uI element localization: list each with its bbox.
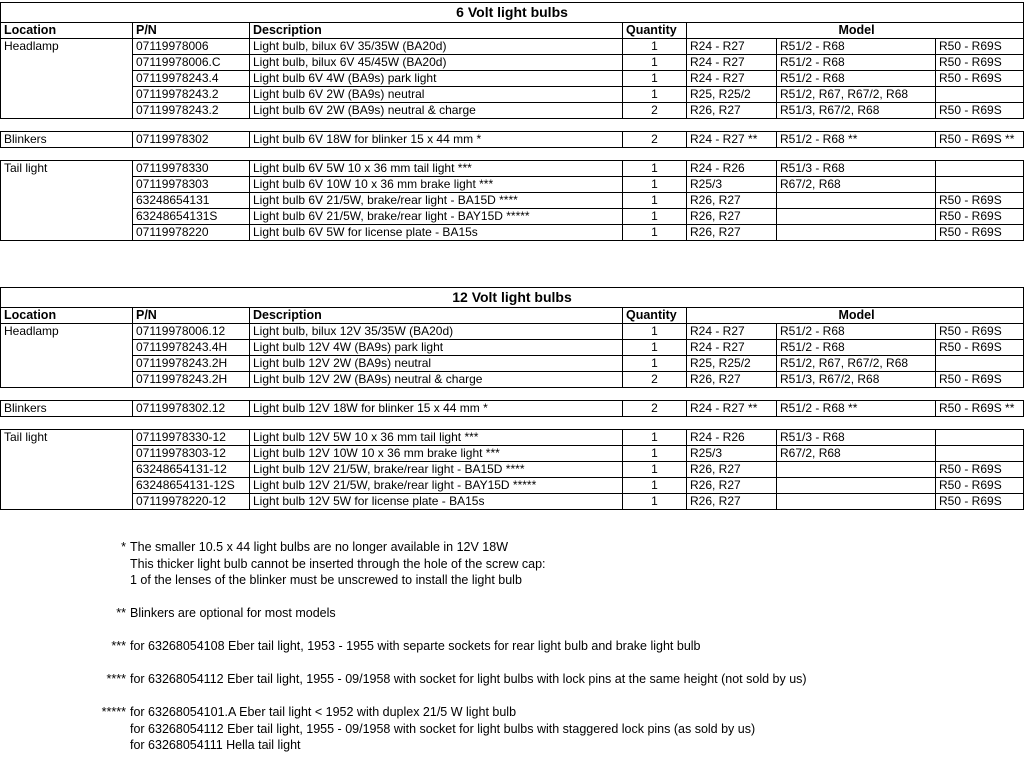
quantity-cell: 1 [623,225,687,241]
quantity-cell: 1 [623,193,687,209]
model-cell: R51/2 - R68 [777,39,936,55]
pn-header: P/N [133,308,250,324]
pn-cell: 07119978243.2H [133,372,250,388]
description-cell: Light bulb 12V 2W (BA9s) neutral [250,356,623,372]
quantity-cell: 1 [623,39,687,55]
model-cell: R51/3, R67/2, R68 [777,372,936,388]
quantity-cell: 1 [623,177,687,193]
group-spacer [1,119,1024,132]
location-cell [1,478,133,494]
spacer-cell [1,417,1024,430]
model-cell: R50 - R69S [936,209,1024,225]
pn-cell: 07119978243.2 [133,103,250,119]
model-cell: R24 - R27 ** [687,132,777,148]
location-cell [1,103,133,119]
pn-cell: 63248654131-12 [133,462,250,478]
pn-cell: 07119978302 [133,132,250,148]
footnote-line: for 63268054112 Eber tail light, 1955 - 09/1958 with socket for light bulbs with staggered lock pins (as sold by us) [130,721,756,736]
footnote-line: for 63268054101.A Eber tail light < 1952 with duplex 21/5 W light bulb [130,705,517,719]
model-cell [936,356,1024,372]
model-cell: R24 - R27 [687,55,777,71]
model-cell: R51/2 - R68 [777,55,936,71]
footnote-line: for 63268054111 Hella tail light [130,738,301,752]
location-cell [1,225,133,241]
six-volt-table [0,2,1024,241]
model-cell [936,161,1024,177]
footnote-text [130,605,336,622]
pn-cell: 07119978302.12 [133,401,250,417]
description-cell: Light bulb 12V 18W for blinker 15 x 44 mm * [250,401,623,417]
table-title-row [1,288,1024,308]
description-cell: Light bulb 6V 18W for blinker 15 x 44 mm * [250,132,623,148]
description-cell: Light bulb 12V 21/5W, brake/rear light - BAY15D ***** [250,478,623,494]
model-cell: R26, R27 [687,209,777,225]
model-cell: R51/2 - R68 ** [777,132,936,148]
table-title: 6 Volt light bulbs [1,3,1024,23]
location-cell: Headlamp [1,324,133,340]
model-cell: R51/2, R67, R67/2, R68 [777,87,936,103]
location-cell [1,87,133,103]
model-cell [777,478,936,494]
model-cell [777,209,936,225]
quantity-cell: 1 [623,478,687,494]
pn-cell: 07119978006 [133,39,250,55]
model-cell: R24 - R27 [687,71,777,87]
model-cell: R26, R27 [687,462,777,478]
model-header: Model [687,23,1024,39]
model-cell: R25, R25/2 [687,356,777,372]
footnote [0,638,1023,655]
location-cell [1,494,133,510]
footnote-text [130,638,701,655]
quantity-cell: 1 [623,161,687,177]
model-cell: R51/3 - R68 [777,161,936,177]
quantity-cell: 1 [623,430,687,446]
model-cell: R51/2 - R68 [777,71,936,87]
model-cell [936,430,1024,446]
group-spacer [1,417,1024,430]
location-header: Location [1,23,133,39]
model-cell: R50 - R69S [936,55,1024,71]
header-row [1,23,1024,39]
footnote-mark: *** [111,639,126,653]
quantity-header: Quantity [623,23,687,39]
description-cell: Light bulb 6V 21/5W, brake/rear light - BA15D **** [250,193,623,209]
model-cell: R24 - R26 [687,161,777,177]
location-cell [1,55,133,71]
location-cell [1,193,133,209]
spacer-cell [1,388,1024,401]
model-cell [777,462,936,478]
description-cell: Light bulb 6V 4W (BA9s) park light [250,71,623,87]
location-cell [1,71,133,87]
model-cell: R50 - R69S [936,462,1024,478]
table-title: 12 Volt light bulbs [1,288,1024,308]
table-row [1,132,1024,148]
model-cell: R50 - R69S [936,372,1024,388]
table-row [1,340,1024,356]
table-row [1,430,1024,446]
model-cell: R50 - R69S [936,324,1024,340]
footnote [0,539,1023,589]
pn-cell: 63248654131-12S [133,478,250,494]
group-spacer [1,148,1024,161]
quantity-cell: 1 [623,446,687,462]
model-cell: R50 - R69S ** [936,401,1024,417]
description-cell: Light bulb, bilux 12V 35/35W (BA20d) [250,324,623,340]
model-cell: R50 - R69S [936,494,1024,510]
model-cell: R51/2 - R68 [777,324,936,340]
pn-header: P/N [133,23,250,39]
description-cell: Light bulb 6V 21/5W, brake/rear light - BAY15D ***** [250,209,623,225]
footnote [0,605,1023,622]
model-cell: R26, R27 [687,478,777,494]
quantity-cell: 1 [623,209,687,225]
location-cell [1,340,133,356]
table-row [1,324,1024,340]
location-cell [1,372,133,388]
quantity-cell: 2 [623,372,687,388]
quantity-cell: 2 [623,132,687,148]
pn-cell: 07119978006.C [133,55,250,71]
quantity-cell: 1 [623,462,687,478]
footnote-mark: ***** [101,705,126,719]
location-header: Location [1,308,133,324]
pn-cell: 07119978006.12 [133,324,250,340]
footnote-text [130,539,546,589]
description-cell: Light bulb 6V 5W for license plate - BA15s [250,225,623,241]
model-cell: R26, R27 [687,193,777,209]
model-cell: R25/3 [687,446,777,462]
model-cell: R51/3, R67/2, R68 [777,103,936,119]
description-cell: Light bulb 12V 5W for license plate - BA15s [250,494,623,510]
location-cell: Headlamp [1,39,133,55]
footnote-line: This thicker light bulb cannot be inserted through the hole of the screw cap: [130,556,546,571]
table-row [1,103,1024,119]
table-row [1,478,1024,494]
quantity-cell: 1 [623,494,687,510]
description-cell: Light bulb 12V 21/5W, brake/rear light - BA15D **** [250,462,623,478]
model-cell: R26, R27 [687,103,777,119]
description-cell: Light bulb 12V 4W (BA9s) park light [250,340,623,356]
model-cell: R24 - R27 [687,340,777,356]
description-cell: Light bulb, bilux 6V 35/35W (BA20d) [250,39,623,55]
model-cell: R50 - R69S [936,225,1024,241]
table-title-row [1,3,1024,23]
description-cell: Light bulb, bilux 6V 45/45W (BA20d) [250,55,623,71]
table-row [1,209,1024,225]
description-header: Description [250,23,623,39]
location-cell: Blinkers [1,401,133,417]
pn-cell: 07119978330-12 [133,430,250,446]
pn-cell: 07119978303 [133,177,250,193]
model-cell: R51/2, R67, R67/2, R68 [777,356,936,372]
table-row [1,356,1024,372]
model-cell: R50 - R69S ** [936,132,1024,148]
table-row [1,177,1024,193]
footnote-mark: ** [116,606,126,620]
model-cell [936,87,1024,103]
model-cell [777,193,936,209]
model-cell: R25, R25/2 [687,87,777,103]
footnote-line: The smaller 10.5 x 44 light bulbs are no longer available in 12V 18W [130,540,508,554]
location-cell [1,446,133,462]
description-cell: Light bulb 6V 2W (BA9s) neutral [250,87,623,103]
footnote-mark: **** [106,672,126,686]
location-cell [1,209,133,225]
table-row [1,193,1024,209]
quantity-header: Quantity [623,308,687,324]
twelve-volt-table [0,287,1024,510]
table-row [1,71,1024,87]
table-row [1,225,1024,241]
location-cell: Blinkers [1,132,133,148]
model-cell: R25/3 [687,177,777,193]
model-cell: R24 - R27 [687,39,777,55]
footnote [0,704,1023,754]
description-cell: Light bulb 12V 10W 10 x 36 mm brake light *** [250,446,623,462]
quantity-cell: 1 [623,340,687,356]
quantity-cell: 2 [623,401,687,417]
model-cell: R50 - R69S [936,39,1024,55]
footnote [0,671,1023,688]
model-cell: R67/2, R68 [777,446,936,462]
description-cell: Light bulb 12V 5W 10 x 36 mm tail light *** [250,430,623,446]
pn-cell: 07119978243.4H [133,340,250,356]
quantity-cell: 1 [623,324,687,340]
model-cell: R24 - R27 [687,324,777,340]
table-row [1,372,1024,388]
table-row [1,494,1024,510]
quantity-cell: 1 [623,87,687,103]
pn-cell: 07119978243.4 [133,71,250,87]
model-cell: R26, R27 [687,372,777,388]
location-cell: Tail light [1,161,133,177]
table-row [1,401,1024,417]
spacer-cell [1,119,1024,132]
footnote-mark: * [121,540,126,554]
model-cell: R24 - R27 ** [687,401,777,417]
model-cell: R50 - R69S [936,71,1024,87]
model-cell: R24 - R26 [687,430,777,446]
model-header: Model [687,308,1024,324]
model-cell: R50 - R69S [936,103,1024,119]
quantity-cell: 1 [623,55,687,71]
pn-cell: 63248654131 [133,193,250,209]
quantity-cell: 1 [623,356,687,372]
model-cell: R50 - R69S [936,478,1024,494]
description-header: Description [250,308,623,324]
quantity-cell: 2 [623,103,687,119]
pn-cell: 07119978220-12 [133,494,250,510]
group-spacer [1,388,1024,401]
table-row [1,462,1024,478]
footnote-line: Blinkers are optional for most models [130,606,336,620]
model-cell [777,494,936,510]
model-cell: R51/2 - R68 ** [777,401,936,417]
footnote-text [130,671,807,688]
model-cell [936,177,1024,193]
pn-cell: 63248654131S [133,209,250,225]
pn-cell: 07119978330 [133,161,250,177]
footnote-line: for 63268054112 Eber tail light, 1955 - 09/1958 with socket for light bulbs with lock pins at the same height (not sold by us) [130,672,807,686]
location-cell: Tail light [1,430,133,446]
model-cell: R51/2 - R68 [777,340,936,356]
table-row [1,161,1024,177]
footnote-line: 1 of the lenses of the blinker must be unscrewed to install the light bulb [130,573,522,587]
table-row [1,446,1024,462]
header-row [1,308,1024,324]
model-cell [777,225,936,241]
description-cell: Light bulb 6V 5W 10 x 36 mm tail light *** [250,161,623,177]
model-cell: R50 - R69S [936,340,1024,356]
model-cell: R26, R27 [687,494,777,510]
table-row [1,55,1024,71]
footnotes [0,539,1023,770]
spacer-cell [1,148,1024,161]
footnote-text [130,704,755,754]
model-cell: R26, R27 [687,225,777,241]
location-cell [1,177,133,193]
quantity-cell: 1 [623,71,687,87]
location-cell [1,356,133,372]
description-cell: Light bulb 12V 2W (BA9s) neutral & charge [250,372,623,388]
description-cell: Light bulb 6V 2W (BA9s) neutral & charge [250,103,623,119]
location-cell [1,462,133,478]
pn-cell: 07119978243.2H [133,356,250,372]
model-cell: R50 - R69S [936,193,1024,209]
pn-cell: 07119978220 [133,225,250,241]
model-cell [936,446,1024,462]
pn-cell: 07119978243.2 [133,87,250,103]
footnote-line: for 63268054108 Eber tail light, 1953 - 1955 with separte sockets for rear light bulb and brake light bulb [130,639,701,653]
model-cell: R67/2, R68 [777,177,936,193]
description-cell: Light bulb 6V 10W 10 x 36 mm brake light *** [250,177,623,193]
model-cell: R51/3 - R68 [777,430,936,446]
pn-cell: 07119978303-12 [133,446,250,462]
table-row [1,87,1024,103]
table-row [1,39,1024,55]
